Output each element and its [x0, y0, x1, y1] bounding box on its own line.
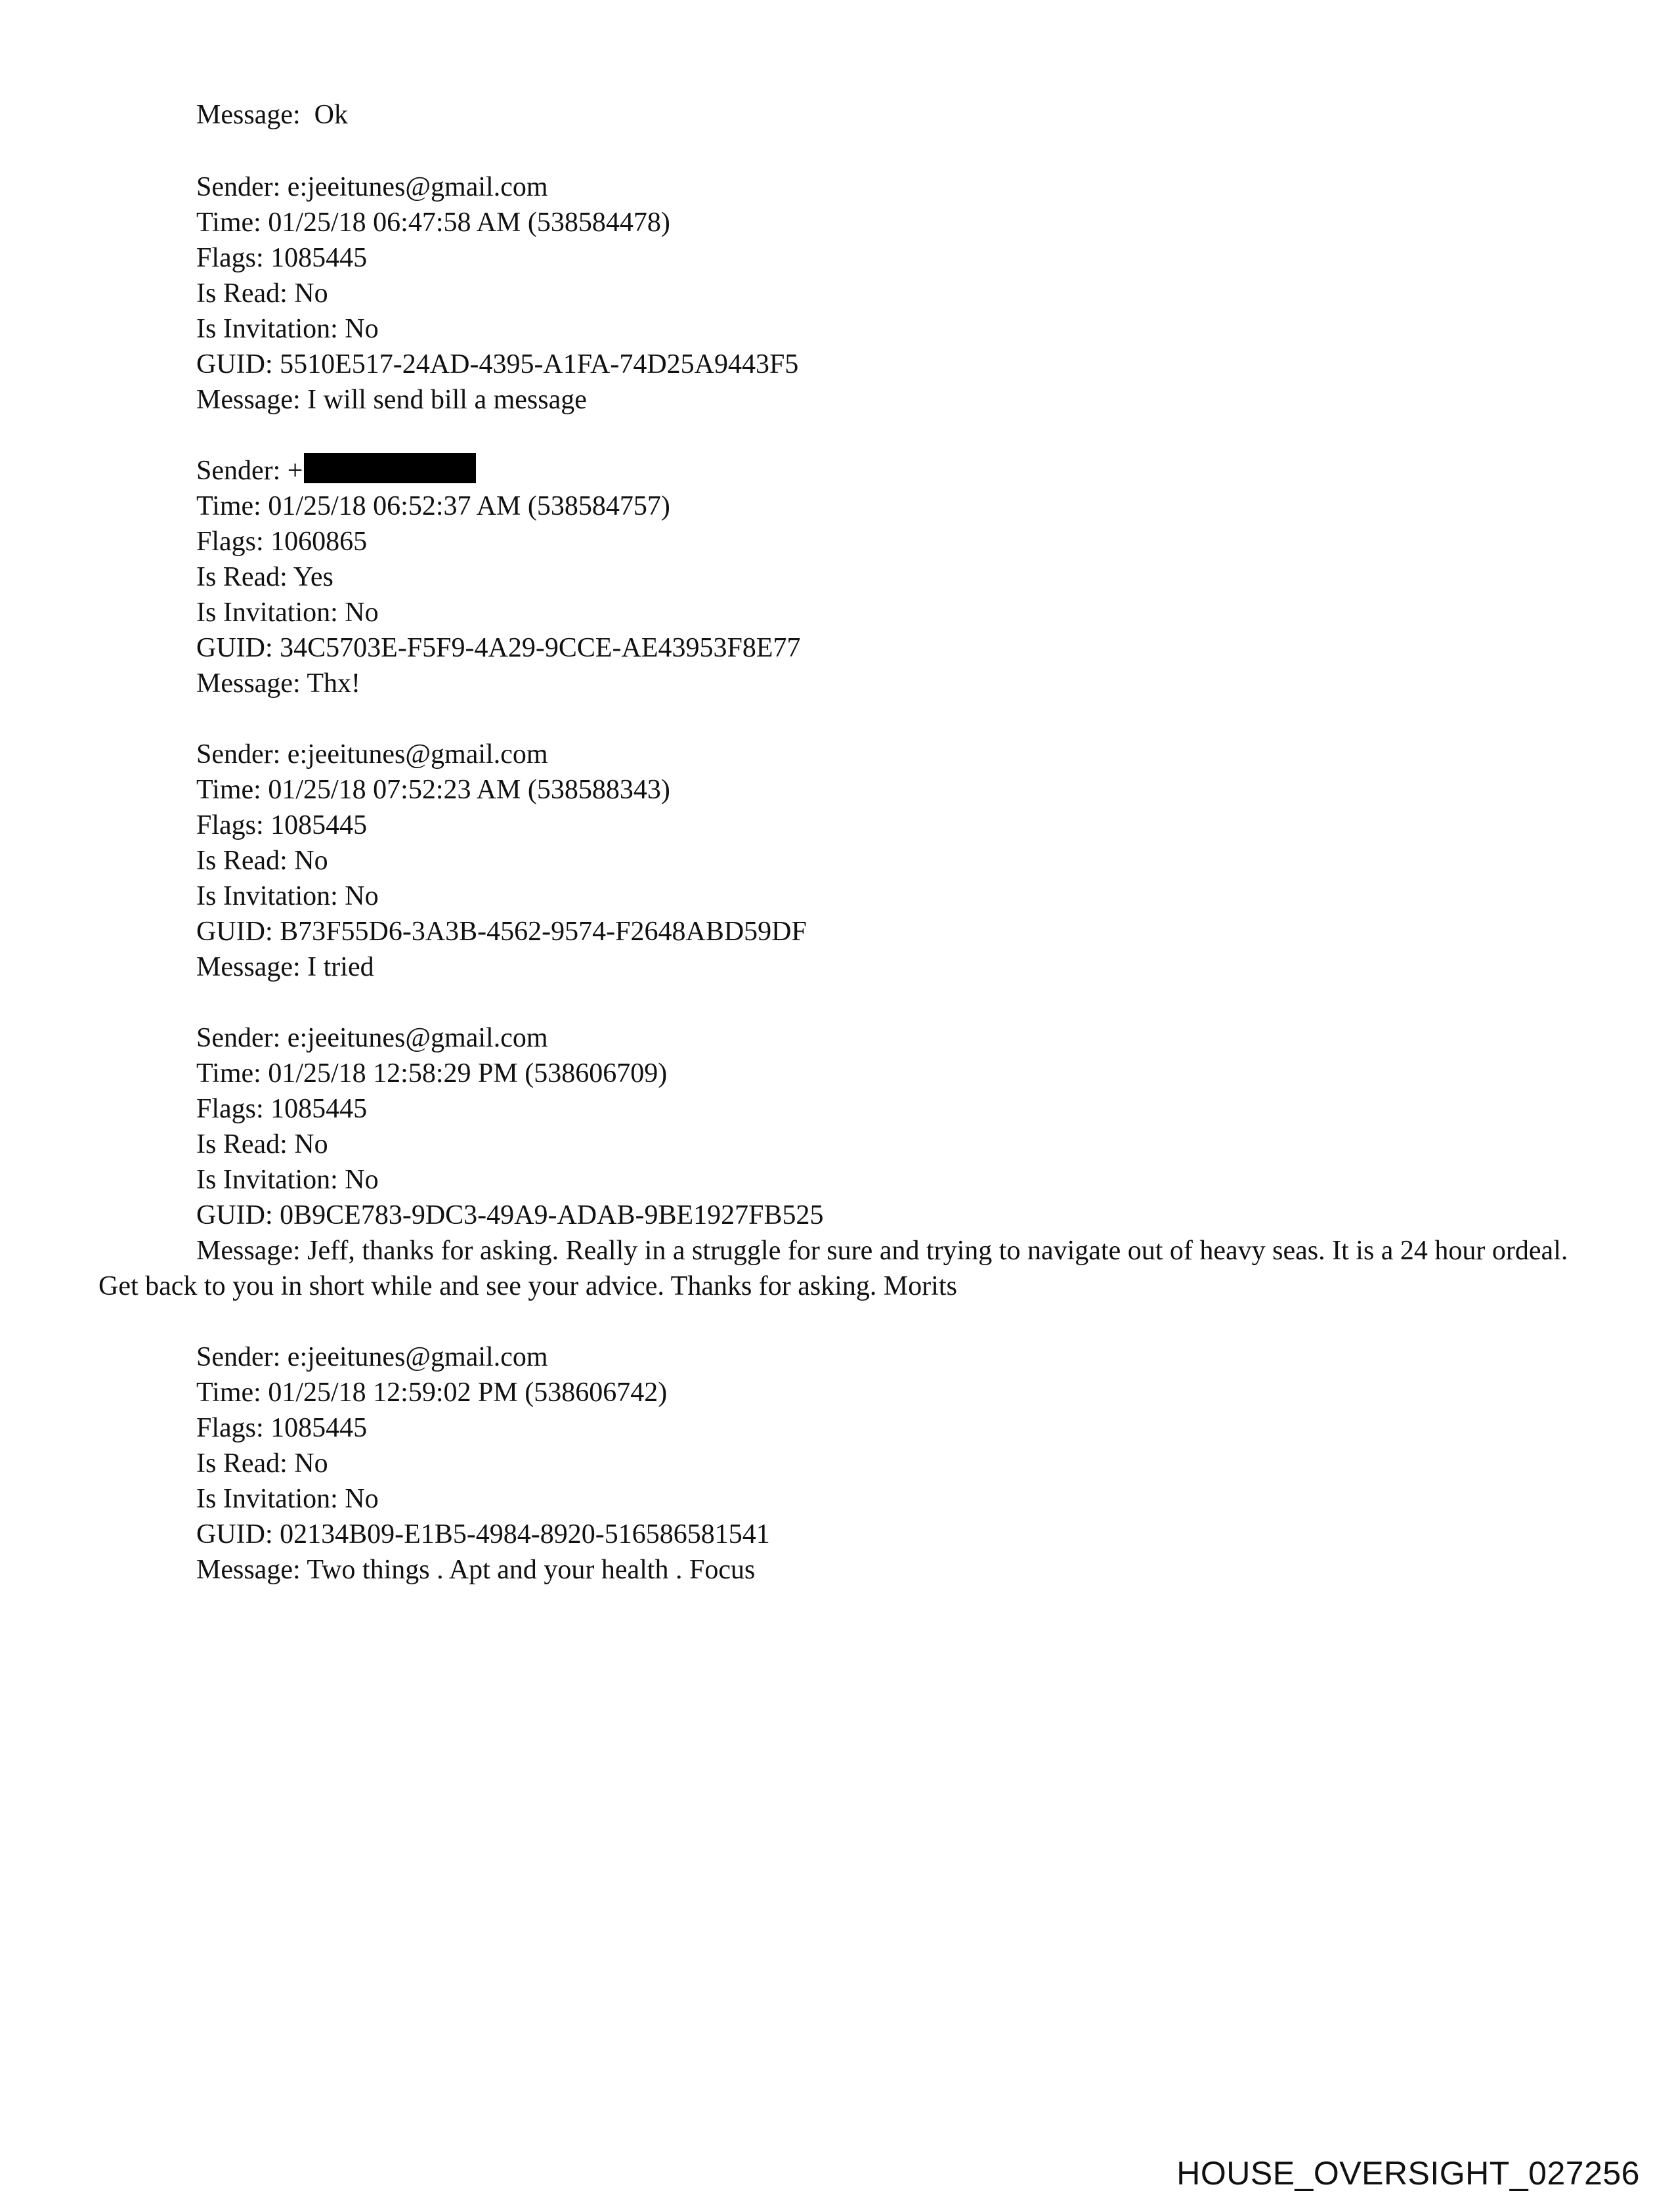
entry-2-is-read: Is Read: Yes: [196, 562, 333, 592]
redaction-box: [304, 453, 476, 483]
entry-4-is-read: Is Read: No: [196, 1129, 328, 1160]
entry-1-is-invitation: Is Invitation: No: [196, 314, 379, 344]
entry-2-sender-prefix: Sender: +: [196, 456, 303, 486]
entry-4-guid: GUID: 0B9CE783-9DC3-49A9-ADAB-9BE1927FB525: [196, 1200, 824, 1230]
entry-4-time: Time: 01/25/18 12:58:29 PM (538606709): [196, 1058, 668, 1089]
entry-5-flags: Flags: 1085445: [196, 1413, 368, 1443]
entry-5-guid: GUID: 02134B09-E1B5-4984-8920-516586581541: [196, 1519, 770, 1550]
entry-3-flags: Flags: 1085445: [196, 810, 368, 840]
entry-4-flags: Flags: 1085445: [196, 1094, 368, 1124]
entry-2-guid: GUID: 34C5703E-F5F9-4A29-9CCE-AE43953F8E77: [196, 633, 801, 663]
entry-2-message: Message: Thx!: [196, 668, 361, 699]
first-message-text: Ok: [314, 100, 348, 130]
entry-3-message: Message: I tried: [196, 952, 374, 982]
entry-1-guid: GUID: 5510E517-24AD-4395-A1FA-74D25A9443F5: [196, 349, 799, 380]
entry-5-sender: Sender: e:jeeitunes@gmail.com: [196, 1342, 548, 1372]
entry-4-message: Message: Jeff, thanks for asking. Really in a struggle for sure and trying to navigate out of heavy seas. It is a 24 hour ordeal. Get back to you in short while and see your advice. Thanks for asking. Morits: [98, 1236, 1568, 1301]
entry-2-flags: Flags: 1060865: [196, 527, 368, 557]
entry-5-is-read: Is Read: No: [196, 1448, 328, 1479]
entry-1-message: Message: I will send bill a message: [196, 385, 587, 415]
entry-4-is-invitation: Is Invitation: No: [196, 1165, 379, 1195]
entry-3-is-invitation: Is Invitation: No: [196, 881, 379, 911]
entry-1-sender: Sender: e:jeeitunes@gmail.com: [196, 172, 548, 202]
entry-3-is-read: Is Read: No: [196, 846, 328, 876]
entry-3-sender: Sender: e:jeeitunes@gmail.com: [196, 739, 548, 770]
entry-1-is-read: Is Read: No: [196, 278, 328, 309]
entry-5-is-invitation: Is Invitation: No: [196, 1484, 379, 1514]
entry-2-time: Time: 01/25/18 06:52:37 AM (538584757): [196, 491, 670, 521]
entry-4-sender: Sender: e:jeeitunes@gmail.com: [196, 1023, 548, 1053]
entry-1-time: Time: 01/25/18 06:47:58 AM (538584478): [196, 207, 670, 238]
entry-3-time: Time: 01/25/18 07:52:23 AM (538588343): [196, 775, 670, 805]
entry-1-flags: Flags: 1085445: [196, 243, 368, 273]
entry-2-sender: [196, 453, 476, 488]
entry-2-is-invitation: Is Invitation: No: [196, 597, 379, 628]
entry-3-guid: GUID: B73F55D6-3A3B-4562-9574-F2648ABD59DF: [196, 917, 807, 947]
first-message: [196, 97, 348, 133]
bates-number: HOUSE_OVERSIGHT_027256: [1176, 2155, 1640, 2192]
first-message-label: Message:: [196, 100, 301, 130]
entry-5-message: Message: Two things . Apt and your health . Focus: [196, 1555, 756, 1585]
entry-5-time: Time: 01/25/18 12:59:02 PM (538606742): [196, 1377, 668, 1408]
